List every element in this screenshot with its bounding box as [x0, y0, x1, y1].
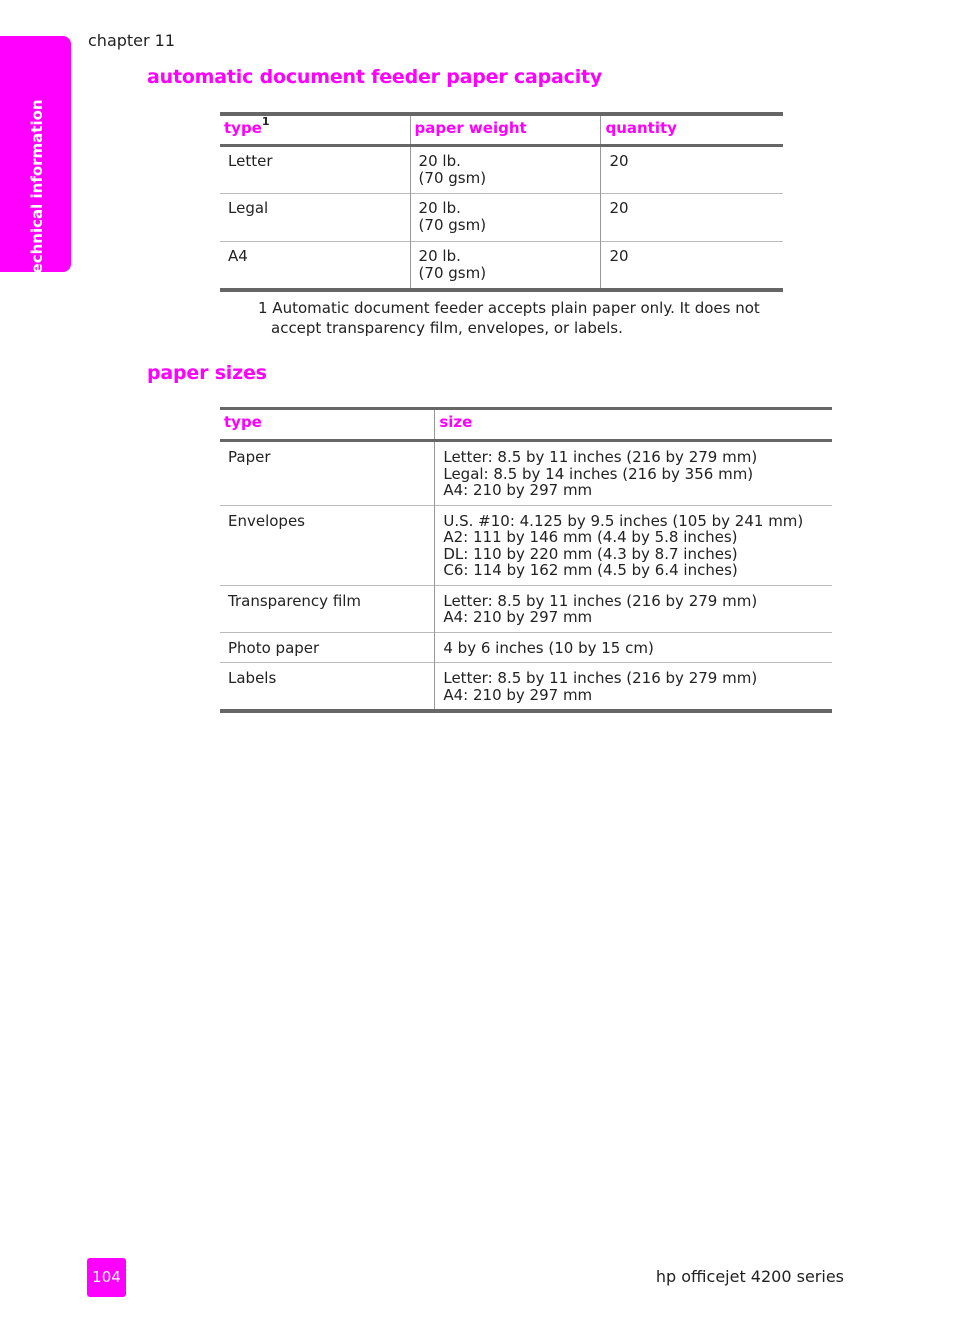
cell-type: Photo paper	[220, 632, 435, 663]
cell-type: Letter	[228, 152, 273, 170]
cell-type: Legal	[220, 194, 410, 242]
table-row	[220, 441, 832, 506]
table-row	[220, 585, 832, 632]
column-header-paper-weight: paper weight	[410, 114, 601, 146]
cell-type: Envelopes	[220, 505, 435, 585]
table-header-row	[220, 114, 783, 146]
product-name: hp officejet 4200 series	[655, 1267, 844, 1286]
table-row	[220, 194, 783, 242]
chapter-label: chapter 11	[88, 31, 176, 50]
table-row	[220, 663, 832, 712]
cell-type: A4	[220, 242, 410, 290]
table-row	[220, 505, 832, 585]
cell-paper-weight: 20 lb. (70 gsm)	[410, 146, 601, 194]
cell-quantity: 20	[601, 146, 783, 194]
cell-size: U.S. #10: 4.125 by 9.5 inches (105 by 241 mm) A2: 111 by 146 mm (4.4 by 5.8 inches) DL: 110 by 220 mm (4.3 by 8.7 inches) C6: 114 by 162 mm (4.5 by 6.4 inches)	[435, 505, 832, 585]
column-header-size: size	[435, 409, 832, 441]
table-row	[220, 242, 783, 290]
cell-size: 4 by 6 inches (10 by 15 cm)	[435, 632, 832, 663]
side-tab	[0, 36, 71, 281]
column-header-type: type$^1$	[220, 114, 410, 146]
cell-paper-weight: 20 lb. (70 gsm)	[410, 194, 601, 242]
adf-section-title: automatic document feeder paper capacity	[147, 66, 603, 88]
cell-size: Letter: 8.5 by 11 inches (216 by 279 mm) A4: 210 by 297 mm	[435, 663, 832, 712]
paper-sizes-section-title: paper sizes	[147, 362, 267, 384]
paper-sizes-table	[220, 407, 832, 713]
cell-type: Transparency film	[220, 585, 435, 632]
adf-footnote: 1 Automatic document feeder accepts plain paper only. It does not accept transparency film, envelopes, or labels.	[258, 299, 760, 337]
column-header-quantity: quantity	[601, 114, 783, 146]
column-header-type: type	[220, 409, 435, 441]
cell-size: Letter: 8.5 by 11 inches (216 by 279 mm) Legal: 8.5 by 14 inches (216 by 356 mm) A4: 210 by 297 mm	[435, 441, 832, 506]
table-row	[220, 146, 783, 194]
table-header-row	[220, 409, 832, 441]
adf-capacity-table	[220, 112, 783, 292]
page-number: 104	[87, 1258, 126, 1297]
cell-size: Letter: 8.5 by 11 inches (216 by 279 mm) A4: 210 by 297 mm	[435, 585, 832, 632]
cell-type: Paper	[228, 448, 271, 466]
table-row	[220, 632, 832, 663]
cell-type: Labels	[220, 663, 435, 712]
cell-quantity: 20	[601, 194, 783, 242]
footnote-marker: 1	[261, 115, 270, 128]
cell-paper-weight: 20 lb. (70 gsm)	[410, 242, 601, 290]
cell-quantity: 20	[601, 242, 783, 290]
side-tab-label: technical information	[28, 99, 46, 281]
